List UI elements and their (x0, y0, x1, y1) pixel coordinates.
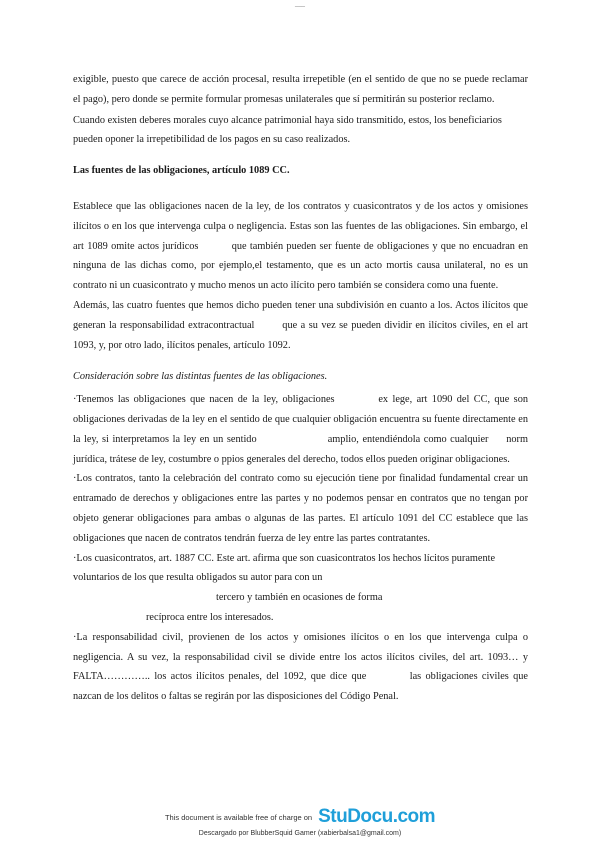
section-subheading: Consideración sobre las distintas fuentes de las obligaciones. (73, 371, 328, 383)
paragraph-4: Además, las cuatro fuentes que hemos dicho pueden tener una subdivisión en cuanto a los. Actos ilícitos que generan la responsabilidad extracontractual que a su vez se pueden dividir en ilícitos civiles, en el art 1093, y, por otro lado, ilícitos penales, artículo 1092. (73, 299, 531, 351)
paragraph-7-continued: tercero y también en ocasiones de forma (216, 592, 383, 604)
paragraph-5: ·Tenemos las obligaciones que nacen de la ley, obligaciones ex lege, art 1090 del CC, que son obligaciones derivadas de la ley en el sentido de que cualquier obligación encuentra su fuente directamente en la ley, si interpretamos la ley en un sentido amplio, entendiéndola como cualquier norm jurídica, trátese de ley, costumbre o ppios generales del derecho, todos ellos pueden originar obligaciones. (73, 394, 531, 465)
paragraph-7: ·Los cuasicontratos, art. 1887 CC. Este art. afirma que son cuasicontratos los hechos lícitos puramente voluntarios de los que resulta obligados su autor para con un (73, 552, 496, 584)
studocu-link[interactable]: StuDocu.com (318, 806, 436, 827)
document-body (73, 70, 541, 707)
section-heading: Las fuentes de las obligaciones, artículo 1089 CC. (73, 165, 290, 177)
paragraph-6: ·Los contratos, tanto la celebración del contrato como su ejecución tiene por finalidad fundamental crear un entramado de derechos y obligaciones entre las partes y no podemos pensar en contratos que no tengan por objeto generar obligaciones para ambas o algunas de las partes. El artículo 1091 del CC establece que las obligaciones que nacen de contratos tendrán fuerza de ley entre las partes contratantes. (73, 473, 528, 544)
page-mark: ___ (294, 1, 305, 7)
paragraph-2: Cuando existen deberes morales cuyo alcance patrimonial haya sido transmitido, estos, los beneficiarios pueden oponer la irrepetibilidad de los pagos en su caso realizados. (73, 114, 502, 146)
paragraph-3: Establece que las obligaciones nacen de la ley, de los contratos y cuasicontratos y de los actos y omisiones ilícitos o en los que intervenga culpa o negligencia. Estas son las fuentes de las obligaciones. Sin embargo, el art 1089 omite actos jurídicos que también pueden ser fuente de obligaciones y que no encuadran en ninguna de las dichas como, por ejemplo,el testamento, que es un acto mortis causa unilateral, no es un contrato ni un cuasicontrato y mucho menos un acto ilícito pero también se considera como una fuente. (73, 200, 531, 292)
paragraph-1: exigible, puesto que carece de acción procesal, resulta irrepetible (en el sentido de que no se puede reclamar el pago), pero donde se permite formular promesas unilaterales que sí permitirán su posterior reclamo. (73, 74, 528, 105)
footer-banner (0, 806, 600, 828)
footer-free-text: This document is available free of charge on (164, 812, 313, 822)
paragraph-7-end: recíproca entre los interesados. (146, 611, 274, 623)
paragraph-8: ·La responsabilidad civil, provienen de los actos y omisiones ilícitos o en los que intervenga culpa o negligencia. A su vez, la responsabilidad civil se divide entre los actos ilícitos civiles, del art. 1093… y FALTA………….. los actos ilícitos penales, del 1092, que dice que las obligaciones civiles que nazcan de los delitos o faltas se regirán por las disposiciones del Código Penal. (73, 631, 541, 703)
footer-download-info: Descargado por BlubberSquid Gamer (xabierbalsa1@gmail.com) (198, 830, 402, 837)
